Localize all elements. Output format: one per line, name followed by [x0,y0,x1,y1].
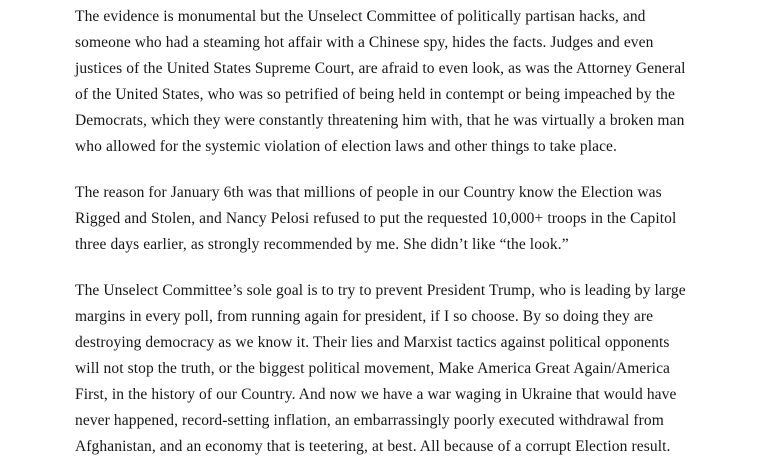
text-line: never happened, record-setting inflation, an embarrassingly poorly executed withdrawal from [75,412,664,429]
text-line: destroying democracy as we know it. Their lies and Marxist tactics against political opponents [75,334,670,351]
text-line: who allowed for the systemic violation of election laws and other things to take place. [75,138,618,155]
text-line: margins in every poll, from running again for president, if I so choose. By so doing they are [75,308,654,325]
text-line: Rigged and Stolen, and Nancy Pelosi refused to put the requested 10,000+ troops in the Capitol [75,210,677,227]
text-line: justices of the United States Supreme Court, are afraid to even look, as was the Attorney General [75,60,686,77]
paragraph-3 [75,278,700,460]
text-line: The Unselect Committee’s sole goal is to try to prevent President Trump, who is leading by large [75,282,686,299]
text-line: First, in the history of our Country. And now we have a war waging in Ukraine that would have [75,386,677,403]
text-line: will not stop the truth, or the biggest political movement, Make America Great Again/America [75,360,671,377]
text-line: The reason for January 6th was that millions of people in our Country know the Election was [75,184,662,201]
text-line: three days earlier, as strongly recommended by me. She didn’t like “the look.” [75,236,569,253]
paragraph-2 [75,180,700,258]
text-line: someone who had a steaming hot affair with a Chinese spy, hides the facts. Judges and even [75,34,654,51]
text-line: of the United States, who was so petrified of being held in contempt or being impeached by the [75,86,675,103]
paragraph-1 [75,4,700,160]
text-line: The evidence is monumental but the Unselect Committee of politically partisan hacks, and [75,8,646,25]
text-line: Democrats, which they were constantly threatening him with, that he was virtually a broken man [75,112,685,129]
text-line: Afghanistan, and an economy that is teetering, at best. All because of a corrupt Election result. [75,438,671,455]
